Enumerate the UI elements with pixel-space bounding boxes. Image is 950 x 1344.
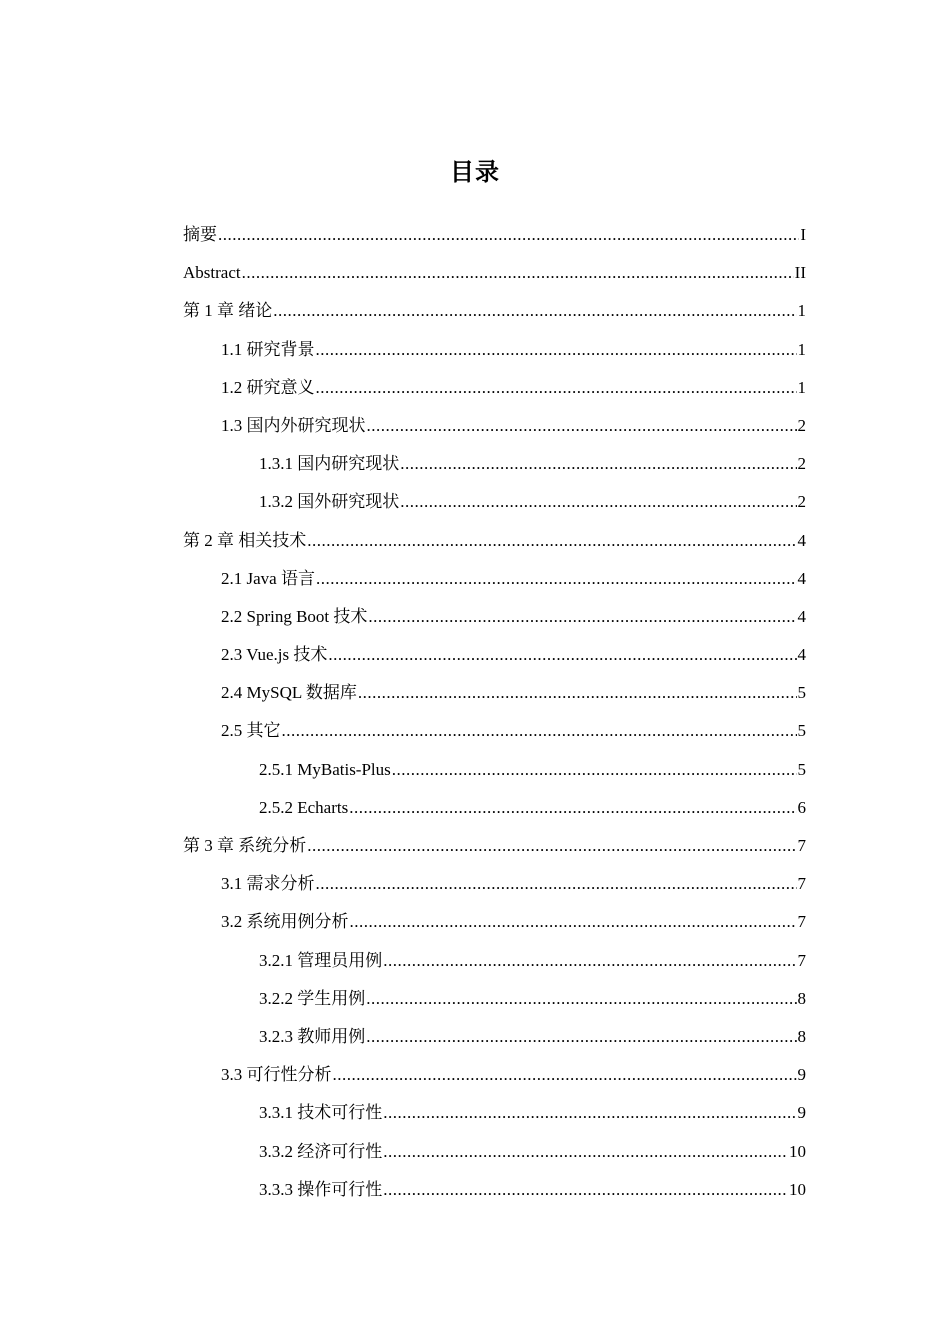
dot-leader bbox=[383, 949, 796, 973]
toc-entry-page: 5 bbox=[797, 759, 806, 779]
dot-leader bbox=[316, 338, 797, 362]
toc-entry-label: 2.1 Java 语言 bbox=[221, 568, 315, 588]
toc-entry-page: 10 bbox=[789, 1179, 806, 1199]
dot-leader bbox=[366, 987, 796, 1011]
toc-entry-label: 第 2 章 相关技术 bbox=[183, 530, 307, 550]
dot-leader bbox=[316, 872, 797, 896]
toc-entry[interactable] bbox=[183, 681, 806, 719]
dot-leader bbox=[333, 1063, 797, 1087]
toc-entry-label: 2.4 MySQL 数据库 bbox=[221, 683, 357, 703]
toc-entry-label: 2.5 其它 bbox=[221, 721, 281, 741]
toc-entry-label: 2.5.2 Echarts bbox=[259, 797, 349, 817]
toc-entry-page: 1 bbox=[797, 377, 806, 397]
toc-entry-page: 7 bbox=[797, 912, 806, 932]
toc-entry-label: 第 3 章 系统分析 bbox=[183, 836, 307, 855]
dot-leader bbox=[366, 1025, 796, 1049]
toc-entry[interactable] bbox=[183, 261, 806, 299]
dot-leader bbox=[400, 490, 796, 514]
dot-leader bbox=[316, 567, 797, 591]
dot-leader bbox=[273, 299, 796, 323]
toc-entry-page: 5 bbox=[797, 721, 806, 741]
toc-entry[interactable] bbox=[183, 872, 806, 910]
toc-entry[interactable] bbox=[183, 414, 806, 452]
toc-entry-page: 7 bbox=[797, 874, 806, 894]
toc-entry-page: 4 bbox=[797, 530, 806, 550]
toc-entry-label: 1.3.1 国内研究现状 bbox=[259, 454, 400, 474]
toc-entry-label: 3.3 可行性分析 bbox=[221, 1065, 332, 1085]
dot-leader bbox=[218, 223, 799, 247]
toc-entry-label: 3.3.1 技术可行性 bbox=[259, 1103, 383, 1123]
dot-leader bbox=[350, 910, 797, 934]
toc-entry[interactable] bbox=[183, 949, 806, 987]
dot-leader bbox=[400, 452, 796, 476]
toc-entry-label: 3.3.3 操作可行性 bbox=[259, 1179, 383, 1199]
toc-entry[interactable] bbox=[183, 299, 806, 337]
toc-entry-page: 1 bbox=[797, 339, 806, 359]
toc-entry[interactable] bbox=[183, 223, 806, 261]
toc-entry-label: 2.5.1 MyBatis-Plus bbox=[259, 759, 391, 779]
dot-leader bbox=[316, 376, 797, 400]
toc-entry[interactable] bbox=[183, 1140, 806, 1178]
toc-entry-page: 9 bbox=[797, 1103, 806, 1123]
toc-entry[interactable] bbox=[183, 987, 806, 1025]
toc-entry-page: 10 bbox=[789, 1141, 806, 1161]
toc-entry-page: II bbox=[794, 263, 806, 283]
toc-entry-label: 3.3.2 经济可行性 bbox=[259, 1141, 383, 1161]
toc-title: 目录 bbox=[450, 158, 500, 186]
toc-entry-page: 6 bbox=[797, 797, 806, 817]
dot-leader bbox=[282, 719, 797, 743]
toc-entry[interactable] bbox=[183, 567, 806, 605]
dot-leader bbox=[392, 758, 797, 782]
dot-leader bbox=[307, 834, 796, 858]
dot-leader bbox=[242, 261, 794, 285]
toc-entry-label: 3.2 系统用例分析 bbox=[221, 912, 349, 932]
toc-entry-label: 第 1 章 绪论 bbox=[183, 301, 273, 321]
toc-entry-page: 4 bbox=[797, 568, 806, 588]
toc-entry[interactable] bbox=[183, 1063, 806, 1101]
toc-entry[interactable] bbox=[183, 796, 806, 834]
toc-entry-page: 8 bbox=[797, 1026, 806, 1046]
toc-entry[interactable] bbox=[183, 758, 806, 796]
toc-entry-page: 9 bbox=[797, 1065, 806, 1085]
toc-entry-page: 4 bbox=[797, 606, 806, 626]
dot-leader bbox=[367, 414, 797, 438]
dot-leader bbox=[368, 605, 796, 629]
toc-entry-page: 2 bbox=[797, 454, 806, 474]
toc-entry-page: 7 bbox=[797, 836, 806, 855]
toc-entry-label: 2.2 Spring Boot 技术 bbox=[221, 606, 368, 626]
toc-entry-label: Abstract bbox=[183, 263, 241, 283]
dot-leader bbox=[349, 796, 796, 820]
toc-entry[interactable] bbox=[183, 1025, 806, 1063]
toc-entry[interactable] bbox=[183, 605, 806, 643]
toc-entry-page: 7 bbox=[797, 950, 806, 970]
toc-entry-page: 1 bbox=[797, 301, 806, 321]
toc-entry-label: 1.2 研究意义 bbox=[221, 377, 315, 397]
dot-leader bbox=[358, 681, 797, 705]
dot-leader bbox=[383, 1101, 796, 1125]
toc-entry-page: 2 bbox=[797, 415, 806, 435]
toc-entry-label: 1.3.2 国外研究现状 bbox=[259, 492, 400, 512]
dot-leader bbox=[383, 1140, 788, 1164]
toc-entry[interactable] bbox=[183, 452, 806, 490]
toc-entry[interactable] bbox=[183, 490, 806, 528]
toc-entry[interactable] bbox=[183, 834, 806, 872]
toc-entry[interactable] bbox=[183, 910, 806, 948]
dot-leader bbox=[383, 1178, 788, 1202]
toc-entry-label: 3.2.2 学生用例 bbox=[259, 988, 366, 1008]
toc-entry[interactable] bbox=[183, 719, 806, 757]
toc-entry-page: 8 bbox=[797, 988, 806, 1008]
toc-entry-page: 4 bbox=[797, 645, 806, 665]
dot-leader bbox=[328, 643, 796, 667]
table-of-contents bbox=[183, 223, 806, 1216]
toc-entry-page: 5 bbox=[797, 683, 806, 703]
toc-entry[interactable] bbox=[183, 376, 806, 414]
toc-entry[interactable] bbox=[183, 338, 806, 376]
toc-entry[interactable] bbox=[183, 1101, 806, 1139]
toc-entry-page: I bbox=[800, 225, 806, 244]
toc-entry[interactable] bbox=[183, 643, 806, 681]
toc-entry-label: 1.1 研究背景 bbox=[221, 339, 315, 359]
toc-entry-label: 摘要 bbox=[183, 225, 217, 244]
toc-entry-label: 3.2.1 管理员用例 bbox=[259, 950, 383, 970]
toc-entry-label: 3.2.3 教师用例 bbox=[259, 1026, 366, 1046]
toc-entry-page: 2 bbox=[797, 492, 806, 512]
dot-leader bbox=[307, 529, 796, 553]
toc-entry[interactable] bbox=[183, 529, 806, 567]
toc-entry-label: 3.1 需求分析 bbox=[221, 874, 315, 894]
toc-entry-label: 2.3 Vue.js 技术 bbox=[221, 645, 328, 665]
toc-entry[interactable] bbox=[183, 1178, 806, 1216]
toc-entry-label: 1.3 国内外研究现状 bbox=[221, 415, 366, 435]
